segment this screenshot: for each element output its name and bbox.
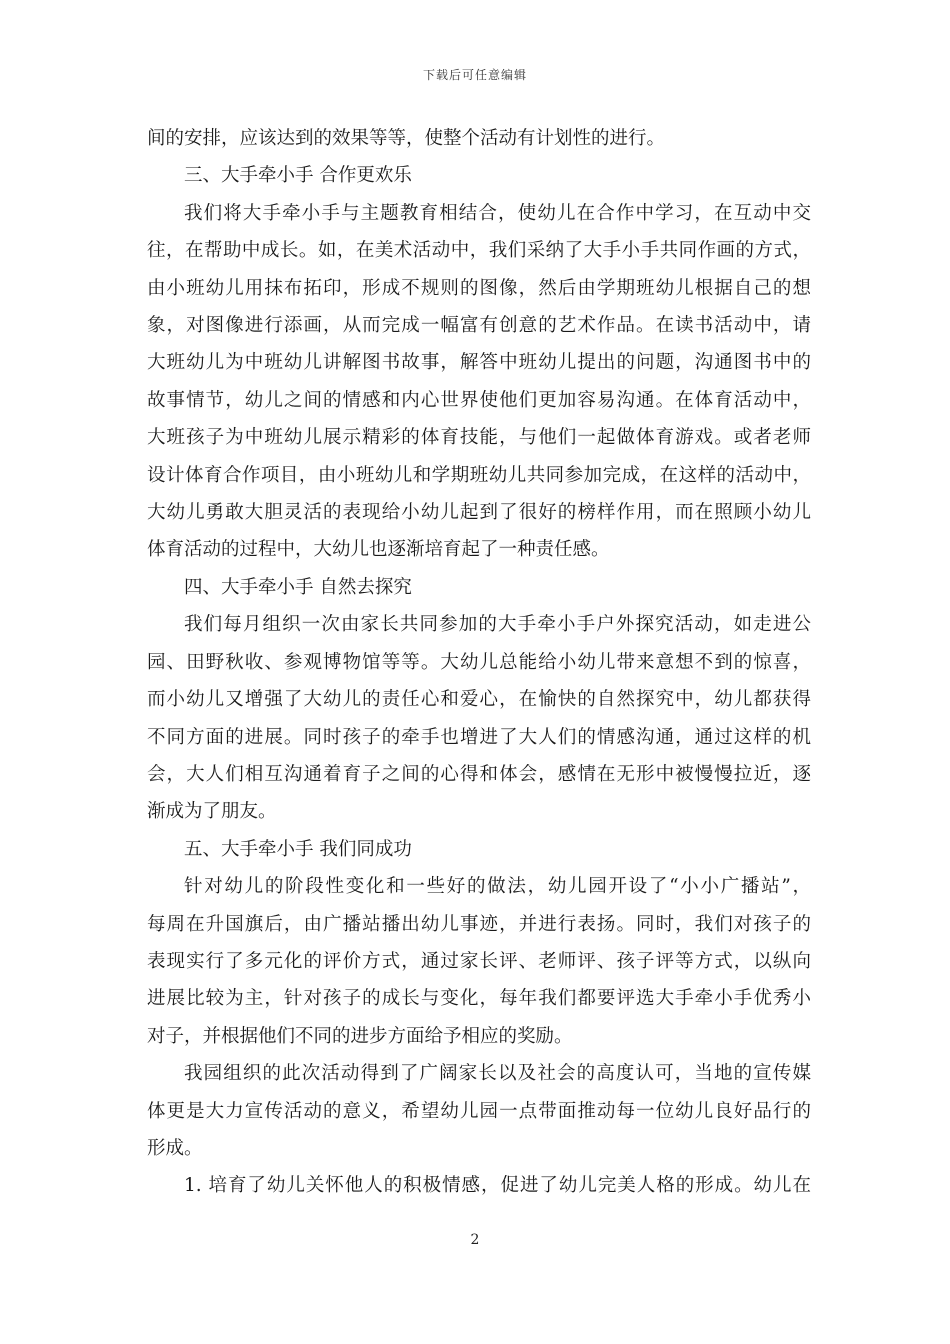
paragraph-line: 形成。 bbox=[147, 1137, 203, 1159]
paragraph-line: 故事情节，幼儿之间的情感和内心世界使他们更加容易沟通。在体育活动中， bbox=[147, 389, 811, 411]
paragraph-line: 我们将大手牵小手与主题教育相结合，使幼儿在合作中学习，在互动中交 bbox=[184, 202, 811, 224]
paragraph-line: 间的安排，应该达到的效果等等，使整个活动有计划性的进行。 bbox=[147, 128, 666, 149]
page-number: 2 bbox=[470, 1232, 480, 1248]
paragraph-line: 体更是大力宣传活动的意义，希望幼儿园一点带面推动每一位幼儿良好品行的 bbox=[147, 1100, 811, 1122]
paragraph-line: 表现实行了多元化的评价方式，通过家长评、老师评、孩子评等方式，以纵向 bbox=[147, 950, 811, 972]
paragraph-line: 园、田野秋收、参观博物馆等等。大幼儿总能给小幼儿带来意想不到的惊喜， bbox=[147, 651, 811, 673]
section-heading-4: 四、大手牵小手 自然去探究 bbox=[184, 576, 412, 598]
paragraph-line: 我园组织的此次活动得到了广阔家长以及社会的高度认可，当地的宣传媒 bbox=[184, 1063, 811, 1085]
document-body bbox=[147, 120, 811, 1205]
paragraph-line: 大班幼儿为中班幼儿讲解图书故事，解答中班幼儿提出的问题，沟通图书中的 bbox=[147, 352, 811, 374]
section-heading-3: 三、大手牵小手 合作更欢乐 bbox=[184, 165, 412, 187]
paragraph-line: 设计体育合作项目，由小班幼儿和学期班幼儿共同参加完成，在这样的活动中， bbox=[147, 464, 811, 486]
paragraph-line: 往，在帮助中成长。如，在美术活动中，我们采纳了大手小手共同作画的方式， bbox=[147, 240, 811, 262]
section-heading-5: 五、大手牵小手 我们同成功 bbox=[184, 838, 412, 860]
numbered-item-line: 1. 培育了幼儿关怀他人的积极情感，促进了幼儿完美人格的形成。幼儿在 bbox=[184, 1175, 811, 1197]
paragraph-line: 大幼儿勇敢大胆灵活的表现给小幼儿起到了很好的榜样作用，而在照顾小幼儿 bbox=[147, 502, 811, 524]
paragraph-line: 而小幼儿又增强了大幼儿的责任心和爱心，在愉快的自然探究中，幼儿都获得 bbox=[147, 689, 811, 711]
paragraph-line: 体育活动的过程中，大幼儿也逐渐培育起了一种责任感。 bbox=[147, 539, 610, 561]
paragraph-line: 渐成为了朋友。 bbox=[147, 801, 277, 823]
paragraph-line: 进展比较为主，针对孩子的成长与变化，每年我们都要评选大手牵小手优秀小 bbox=[147, 988, 811, 1010]
page-header: 下载后可任意编辑 bbox=[422, 68, 527, 82]
paragraph-line: 由小班幼儿用抹布拓印，形成不规则的图像，然后由学期班幼儿根据自己的想 bbox=[147, 277, 811, 299]
paragraph-line: 会，大人们相互沟通着育子之间的心得和体会，感情在无形中被慢慢拉近，逐 bbox=[147, 763, 811, 785]
paragraph-line: 我们每月组织一次由家长共同参加的大手牵小手户外探究活动，如走进公 bbox=[184, 614, 811, 636]
paragraph-line: 象，对图像进行添画，从而完成一幅富有创意的艺术作品。在读书活动中，请 bbox=[147, 315, 811, 337]
paragraph-line: 大班孩子为中班幼儿展示精彩的体育技能，与他们一起做体育游戏。或者老师 bbox=[147, 427, 811, 449]
paragraph-line: 每周在升国旗后，由广播站播出幼儿事迹，并进行表扬。同时，我们对孩子的 bbox=[147, 913, 811, 935]
paragraph-line: 对子，并根据他们不同的进步方面给予相应的奖励。 bbox=[147, 1025, 573, 1047]
paragraph-line: 不同方面的进展。同时孩子的牵手也增进了大人们的情感沟通，通过这样的机 bbox=[147, 726, 811, 748]
paragraph-line: 针对幼儿的阶段性变化和一些好的做法，幼儿园开设了“小小广播站”， bbox=[184, 876, 811, 898]
